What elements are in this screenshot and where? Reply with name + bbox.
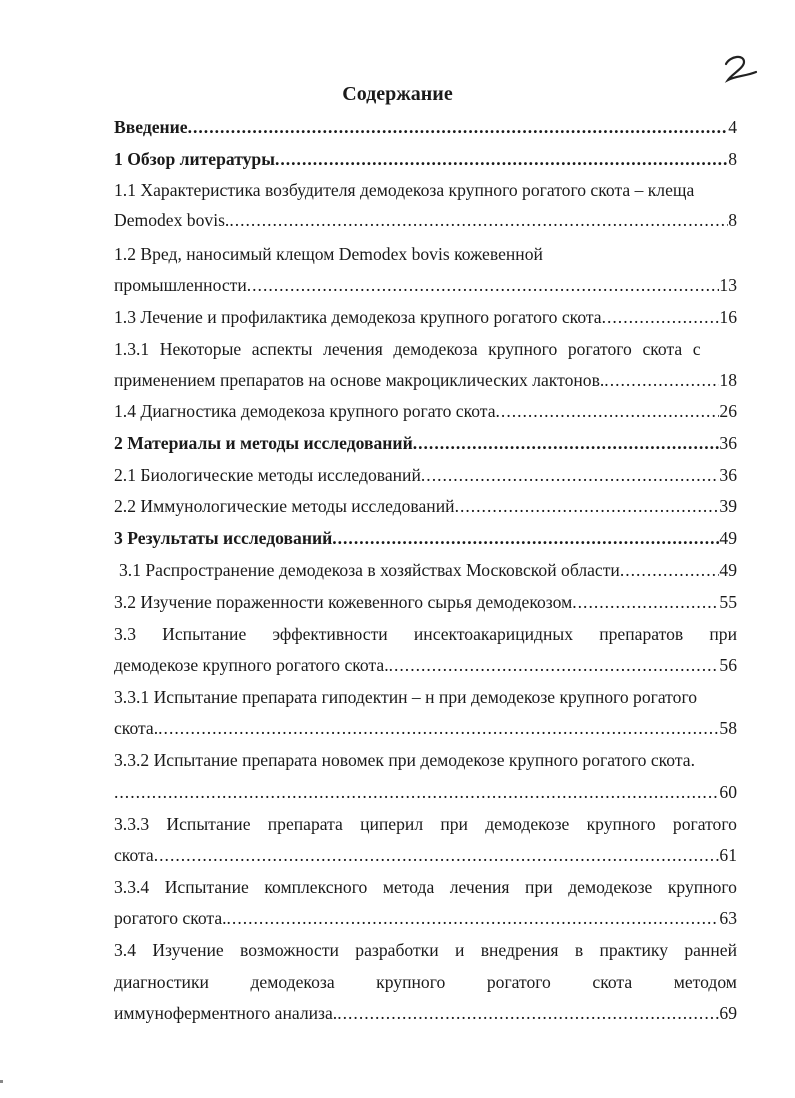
toc-word: при — [525, 877, 553, 897]
toc-word: внедрения — [480, 940, 559, 960]
toc-entry-line-justified — [114, 873, 737, 901]
toc-word: рогатого — [672, 814, 737, 834]
dot-leader — [421, 461, 720, 489]
toc-entry — [114, 303, 737, 331]
toc-entry-title: 2.2 Иммунологические методы исследований — [114, 496, 455, 516]
dot-leader — [188, 113, 729, 141]
toc-word: рогатого — [486, 972, 551, 992]
toc-word: инсектоакарицидных — [413, 624, 574, 644]
toc-word: демодекозе — [485, 814, 570, 834]
toc-entry-page: 55 — [719, 592, 737, 612]
toc-entry — [114, 366, 737, 394]
toc-entry-title: 2 Материалы и методы исследований — [114, 433, 413, 453]
toc-word: при — [709, 624, 737, 644]
toc-entry-page: 69 — [719, 1003, 737, 1023]
toc-entry-page: 56 — [719, 655, 737, 675]
toc-word: Испытание — [162, 624, 247, 644]
toc-entry-page: 8 — [728, 210, 737, 230]
dot-leader — [154, 841, 720, 869]
toc-word: демодекозе — [568, 877, 653, 897]
dot-leader — [455, 492, 720, 520]
dot-leader — [229, 206, 728, 234]
dot-leader — [158, 714, 719, 742]
dot-leader — [337, 999, 719, 1027]
toc-entry-line: 1.2 Вред, наносимый клещом Demodex bovis кожевенной — [114, 244, 543, 264]
toc-entry-line: 1.1 Характеристика возбудителя демодекоза крупного рогатого скота – клеща — [114, 180, 695, 200]
toc-entry — [114, 588, 737, 616]
dot-leader — [114, 778, 719, 806]
toc-entry-line: 1.3.1 Некоторые аспекты лечения демодекоза крупного рогатого скота с — [114, 339, 701, 359]
scan-artifact — [0, 1080, 3, 1083]
toc-entry-title: иммуноферментного анализа. — [114, 1003, 338, 1023]
toc-entry-page: 26 — [719, 401, 737, 421]
toc-entry — [114, 461, 737, 489]
toc-word: разработки — [355, 940, 439, 960]
toc-entry-page: 58 — [719, 718, 737, 738]
toc-entry-line: 3.3.1 Испытание препарата гиподектин – н при демодекозе крупного рогатого — [114, 687, 698, 707]
toc-word: 3.3.4 — [114, 877, 150, 897]
toc-entry — [114, 999, 737, 1027]
toc-entry-line-justified — [114, 936, 737, 964]
toc-entry-title: скота — [114, 845, 154, 865]
toc-entry-title: Demodex bovis. — [114, 210, 230, 230]
toc-entry — [114, 492, 737, 520]
dot-leader — [332, 524, 719, 552]
toc-word: препарата — [267, 814, 343, 834]
toc-word: методом — [673, 972, 737, 992]
toc-entry — [114, 714, 737, 742]
toc-word: в — [574, 940, 584, 960]
toc-entry-line-justified — [114, 968, 737, 996]
toc-entry — [114, 556, 737, 584]
toc-word: возможности — [240, 940, 339, 960]
toc-entry — [114, 429, 737, 457]
toc-entry — [114, 271, 737, 299]
dot-leader — [496, 397, 720, 425]
toc-entry-title: промышленности — [114, 275, 247, 295]
toc-entry-page: 16 — [719, 307, 737, 327]
toc-word: метода — [382, 877, 435, 897]
toc-word: комплексного — [264, 877, 368, 897]
toc-entry-page: 4 — [728, 117, 737, 137]
toc-entry-title: 3.1 Распространение демодекоза в хозяйствах Московской области — [119, 560, 620, 580]
toc-word: циперил — [360, 814, 424, 834]
toc-entry-title: 1 Обзор литературы — [114, 149, 275, 169]
dot-leader — [389, 651, 720, 679]
dot-leader — [275, 145, 728, 173]
toc-entry — [114, 651, 737, 679]
toc-entry — [114, 904, 737, 932]
toc-entry-page: 36 — [719, 465, 737, 485]
toc-entry-title: 3 Результаты исследований — [114, 528, 333, 548]
toc-word: крупного — [376, 972, 446, 992]
toc-entry — [114, 778, 737, 806]
toc-word: крупного — [667, 877, 737, 897]
toc-entry-title: демодекозе крупного рогатого скота. — [114, 655, 389, 675]
toc-word: диагностики — [114, 972, 209, 992]
toc-entry-title: 1.4 Диагностика демодекоза крупного рогато скота — [114, 401, 496, 421]
dot-leader — [602, 303, 720, 331]
toc-entry — [114, 524, 737, 552]
toc-entry-page: 60 — [719, 782, 737, 802]
toc-entry-page: 39 — [719, 496, 737, 516]
toc-entry — [114, 113, 737, 141]
toc-entry-page: 49 — [719, 528, 737, 548]
toc-entry-page: 49 — [719, 560, 737, 580]
toc-word: препаратов — [599, 624, 684, 644]
handwritten-page-number — [722, 52, 762, 84]
toc-entry-title: применением препаратов на основе макроциклических лактонов. — [114, 370, 605, 390]
toc-word: 3.3.3 — [114, 814, 150, 834]
toc-word: лечения — [449, 877, 510, 897]
toc-word: при — [440, 814, 468, 834]
toc-entry-page: 63 — [719, 908, 737, 928]
toc-word: эффективности — [272, 624, 388, 644]
dot-leader — [413, 429, 720, 457]
toc-entry-line-justified — [114, 620, 737, 648]
toc-entry-page: 18 — [719, 370, 737, 390]
toc-entry-title: 1.3 Лечение и профилактика демодекоза крупного рогатого скота — [114, 307, 602, 327]
toc-entry-page: 8 — [728, 149, 737, 169]
toc-entry-page: 36 — [719, 433, 737, 453]
toc-word: 3.4 — [114, 940, 136, 960]
dot-leader — [604, 366, 719, 394]
toc-entry — [114, 841, 737, 869]
toc-word: практику — [599, 940, 668, 960]
dot-leader — [247, 271, 720, 299]
toc-word: 3.3 — [114, 624, 136, 644]
toc-word: крупного — [586, 814, 656, 834]
page-title: Содержание — [342, 83, 453, 105]
toc-word: Испытание — [166, 814, 251, 834]
toc-entry-title: 3.2 Изучение пораженности кожевенного сырья демодекозом — [114, 592, 573, 612]
toc-entry — [114, 397, 737, 425]
toc-entry-title: 2.1 Биологические методы исследований — [114, 465, 421, 485]
toc-entry-title: скота. — [114, 718, 159, 738]
toc-entry — [114, 145, 737, 173]
toc-entry-title: рогатого скота. — [114, 908, 227, 928]
toc-word: скота — [592, 972, 633, 992]
toc-entry-page: 13 — [719, 275, 737, 295]
dot-leader — [572, 588, 719, 616]
dot-leader — [620, 556, 720, 584]
toc-entry-page: 61 — [719, 845, 737, 865]
toc-word: Изучение — [152, 940, 224, 960]
toc-word: Испытание — [164, 877, 249, 897]
toc-entry-line: 3.3.2 Испытание препарата новомек при демодекозе крупного рогатого скота. — [114, 750, 695, 770]
toc-entry-title: Введение — [114, 117, 188, 137]
toc-word: демодекоза — [250, 972, 335, 992]
toc-word: ранней — [684, 940, 737, 960]
toc-entry — [114, 206, 737, 234]
dot-leader — [227, 904, 720, 932]
toc-entry-line-justified — [114, 810, 737, 838]
toc-word: и — [454, 940, 465, 960]
